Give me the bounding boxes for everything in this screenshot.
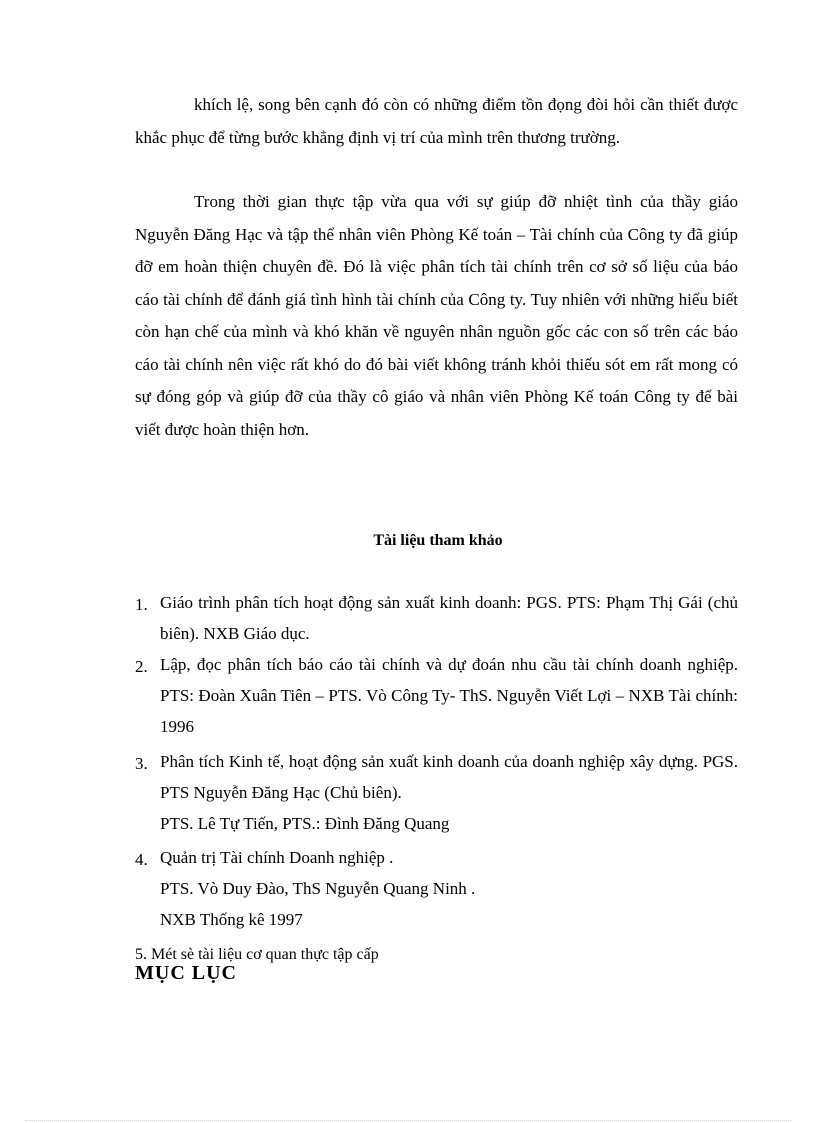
reference-number: 1. [135, 595, 148, 614]
reference-item-3 [135, 746, 738, 839]
reference-item-5: 5. Mét sè tài liệu cơ quan thực tập cấp [135, 946, 379, 963]
reference-line: Giáo trình phân tích hoạt động sản xuất kinh doanh: PGS. PTS: Phạm Thị Gái (chủ biên). NXB Giáo dục. [160, 593, 738, 643]
reference-item-2 [135, 649, 738, 742]
paragraph-2: Trong thời gian thực tập vừa qua với sự giúp đỡ nhiệt tình của thầy giáo Nguyễn Đăng Hạc và tập thể nhân viên Phòng Kế toán – Tài chính của Công ty đã giúp đỡ em hoàn thiện chuyên đề. Đó là việc phân tích tài chính trên cơ sở số liệu của báo cáo tài chính để đánh giá tình hình tài chính của Công ty. Tuy nhiên với những hiểu biết còn hạn chế của mình và khó khăn về nguyên nhân nguồn gốc các con số trên các báo cáo tài chính nên việc rất khó do đó bài viết không tránh khỏi thiếu sót em rất mong có sự đóng góp và giúp đỡ của thầy cô giáo và nhân viên Phòng Kế toán Công ty để bài viết được hoàn thiện hơn. [135, 192, 738, 439]
reference-number: 2. [135, 657, 148, 676]
reference-item-1 [135, 587, 738, 649]
reference-line: NXB Thống kê 1997 [160, 910, 303, 929]
reference-item-4 [135, 842, 738, 935]
reference-line: Lập, đọc phân tích báo cáo tài chính và dự đoán nhu cầu tài chính doanh nghiệp. PTS: Đoàn Xuân Tiên – PTS. Vò Công Ty- ThS. Nguyễn Viết Lợi – NXB Tài chính: 1996 [160, 655, 738, 736]
reference-number: 4. [135, 850, 148, 869]
references-title: Tài liệu tham khảo [373, 532, 503, 549]
reference-line: PTS. Lê Tự Tiến, PTS.: Đình Đăng Quang [160, 814, 450, 833]
page-bottom-divider [25, 1120, 791, 1121]
paragraph-1: khích lệ, song bên cạnh đó còn có những điểm tồn đọng đòi hỏi cần thiết được khắc phục để từng bước khẳng định vị trí của mình trên thương trường. [135, 95, 738, 147]
reference-line: Phân tích Kinh tế, hoạt động sản xuất kinh doanh của doanh nghiệp xây dựng. PGS. PTS Nguyễn Đăng Hạc (Chủ biên). [160, 752, 738, 802]
reference-number: 3. [135, 754, 148, 773]
toc-title: MỤC LỤC [135, 962, 237, 984]
reference-line: Quản trị Tài chính Doanh nghiệp . [160, 848, 394, 867]
reference-line: PTS. Vò Duy Đào, ThS Nguyễn Quang Ninh . [160, 879, 476, 898]
